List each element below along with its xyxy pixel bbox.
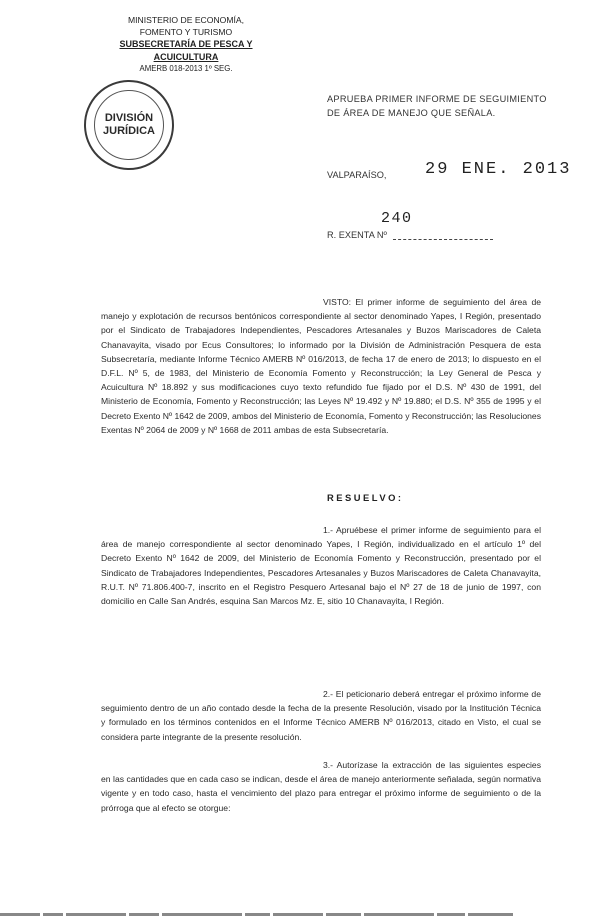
document-subject: APRUEBA PRIMER INFORME DE SEGUIMIENTO DE ÁREA DE MANEJO QUE SEÑALA.: [327, 94, 547, 118]
resolution-label-row: [327, 230, 493, 240]
footer-scan-marks: [0, 906, 600, 916]
resolution-article-3: 3.- Autorízase la extracción de las siguientes especies en las cantidades que en cada caso se indican, desde el área de manejo anteriormente señalada, según normativa vigente y en todo caso, hasta el vencimiento del plazo para entregar el próximo informe de seguimiento o de la prórroga que al efecto se otorgue:: [101, 760, 541, 813]
resolution-article-2: 2.- El peticionario deberá entregar el próximo informe de seguimiento dentro de un año contado desde la fecha de la presente Resolución, visado por la Institución Técnica y formulado en los términos contenidos en el Informe Técnico AMERB Nº 016/2013, citado en Visto, el cual se considera parte integrante de la presente resolución.: [101, 689, 541, 742]
ministry-line-1: MINISTERIO DE ECONOMÍA,: [127, 15, 245, 25]
resolution-number-line: [393, 239, 493, 240]
division-juridica-seal: [84, 80, 174, 170]
seal-text-line-2: JURÍDICA: [103, 125, 155, 137]
reference-code: AMERB 018-2013 1º SEG.: [139, 63, 233, 73]
seal-text-line-1: DIVISIÓN: [104, 112, 154, 124]
resolution-article-1: 1.- Apruébese el primer informe de seguimiento para el área de manejo correspondiente al sector denominado Yapes, I Región, individualizado en el artículo 1º del Decreto Exento Nº 1642 de 2009, del Ministerio de Economía Fomento y Reconstrucción, presentado por el Sindicato de Trabajadores Independientes, Pescadores Artesanales y Buzos Mariscadores de Caleta Chanavayita, R.U.T. Nº 71.806.400-7, inscrito en el Registro Pesquero Artesanal bajo el Nº 27 de 18 de junio de 1997, con domicilio en Calle San Andrés, esquina San Marcos Mz. E, sitio 10 Chanavayita, I Región.: [101, 525, 541, 607]
visto-paragraph: VISTO: El primer informe de seguimiento del área de manejo y explotación de recursos bentónicos correspondiente al sector denominado Yapes, I Región, presentado por el Sindicato de Trabajadores Independientes, Pescadores Artesanales y Buzos Mariscadores de Caleta Chanavayita, visado por Ecus Consultores; lo informado por la División de Administración Pesquera de esta Subsecretaría, mediante Informe Técnico AMERB Nº 016/2013, de fecha 17 de enero de 2013; lo dispuesto en el D.F.L. Nº 5, de 1983, del Ministerio de Economía Fomento y Reconstrucción; la Ley General de Pesca y Acuicultura Nº 18.892 y sus modificaciones cuyo texto refundido fue fijado por el D.S. Nº 430 de 1991, del Ministerio de Economía, Fomento y Reconstrucción; las Leyes Nº 19.492 y Nº 19.880; el D.S. Nº 355 de 1995 y el Decreto Exento Nº 1642 de 2009, ambos del Ministerio de Economía, Fomento y Reconstrucción; las Resoluciones Exentas Nº 2064 de 2009 y Nº 1668 de 2011 ambas de esta Subsecretaría.: [101, 297, 541, 435]
place-label: VALPARAÍSO,: [327, 170, 387, 180]
resolution-number: 240: [381, 210, 413, 227]
ministry-line-2: FOMENTO Y TURISMO: [139, 27, 233, 38]
date-stamp: 29 ENE. 2013: [425, 160, 572, 179]
resuelvo-heading: RESUELVO:: [327, 492, 404, 503]
letterhead: [96, 14, 276, 75]
resolution-label: R. EXENTA Nº: [327, 230, 387, 240]
subsecretaria-name: SUBSECRETARÍA DE PESCA Y ACUICULTURA: [119, 39, 253, 62]
